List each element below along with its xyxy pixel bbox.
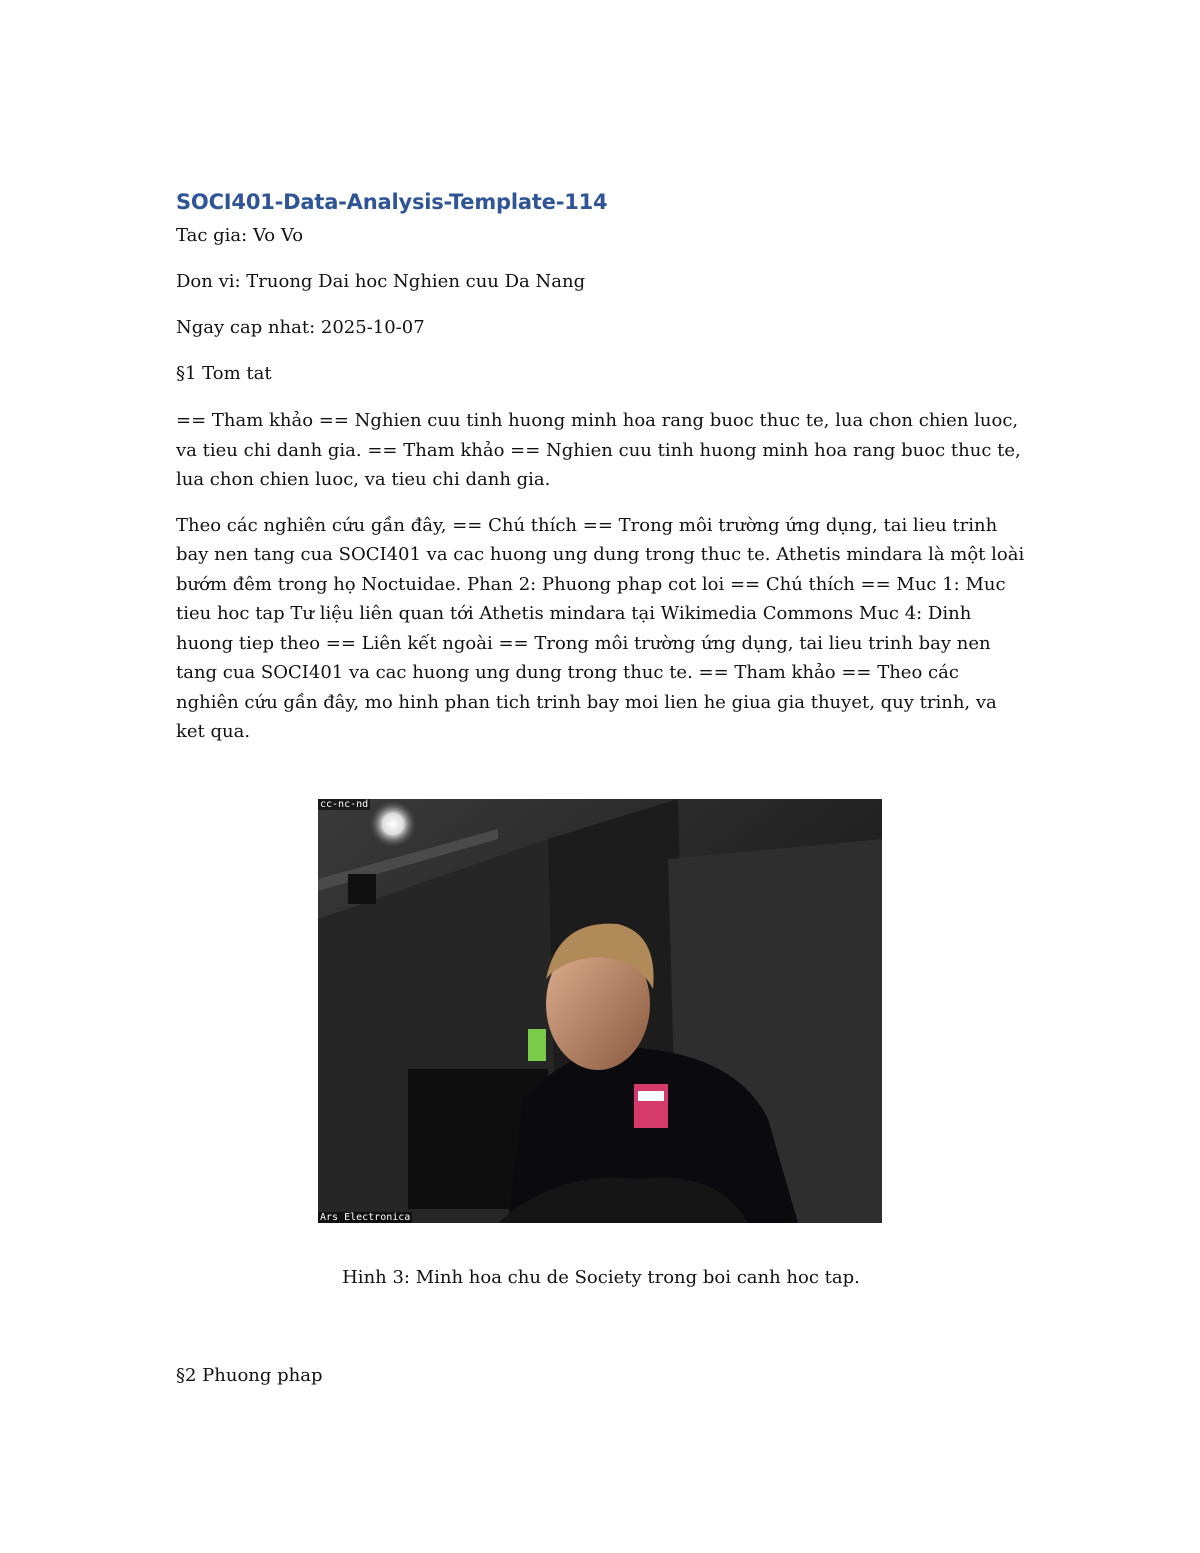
document-body bbox=[176, 190, 1026, 763]
figure-license-label: cc-nc-nd bbox=[320, 799, 369, 810]
photo-illustration bbox=[318, 799, 882, 1223]
section-1-heading: §1 Tom tat bbox=[176, 363, 272, 384]
document-title: SOCI401-Data-Analysis-Template-114 bbox=[176, 190, 608, 214]
author-line: Tac gia: Vo Vo bbox=[176, 225, 304, 246]
unit-line: Don vi: Truong Dai hoc Nghien cuu Da Nang bbox=[176, 271, 586, 292]
paragraph-2: Theo các nghiên cứu gần đây, == Chú thích == Trong môi trường ứng dụng, tai lieu trinh bay nen tang cua SOCI401 va cac huong ung dung trong thuc te. Athetis mindara là một loài bướm đêm trong họ Noctuidae. Phan 2: Phuong phap cot loi == Chú thích == Muc 1: Muc tieu hoc tap Tư liệu liên quan tới Athetis mindara tại Wikimedia Commons Muc 4: Dinh huong tiep theo == Liên kết ngoài == Trong môi trường ứng dụng, tai lieu trinh bay nen tang cua SOCI401 va cac huong ung dung trong thuc te. == Tham khảo == Theo các nghiên cứu gần đây, mo hinh phan tich trinh bay moi lien he giua gia thuyet, quy trinh, va ket qua. bbox=[176, 514, 1025, 742]
updated-line: Ngay cap nhat: 2025-10-07 bbox=[176, 317, 425, 338]
figure-credit-label: Ars Electronica bbox=[320, 1212, 411, 1223]
paragraph-1: == Tham khảo == Nghien cuu tinh huong minh hoa rang buoc thuc te, lua chon chien luoc, va tieu chi danh gia. == Tham khảo == Nghien cuu tinh huong minh hoa rang buoc thuc te, lua chon chien luoc, va tieu chi danh gia. bbox=[176, 410, 1021, 490]
figure-caption: Hinh 3: Minh hoa chu de Society trong boi canh hoc tap. bbox=[342, 1267, 860, 1288]
figure-photo bbox=[318, 799, 882, 1223]
section-2-heading: §2 Phuong phap bbox=[176, 1365, 323, 1386]
